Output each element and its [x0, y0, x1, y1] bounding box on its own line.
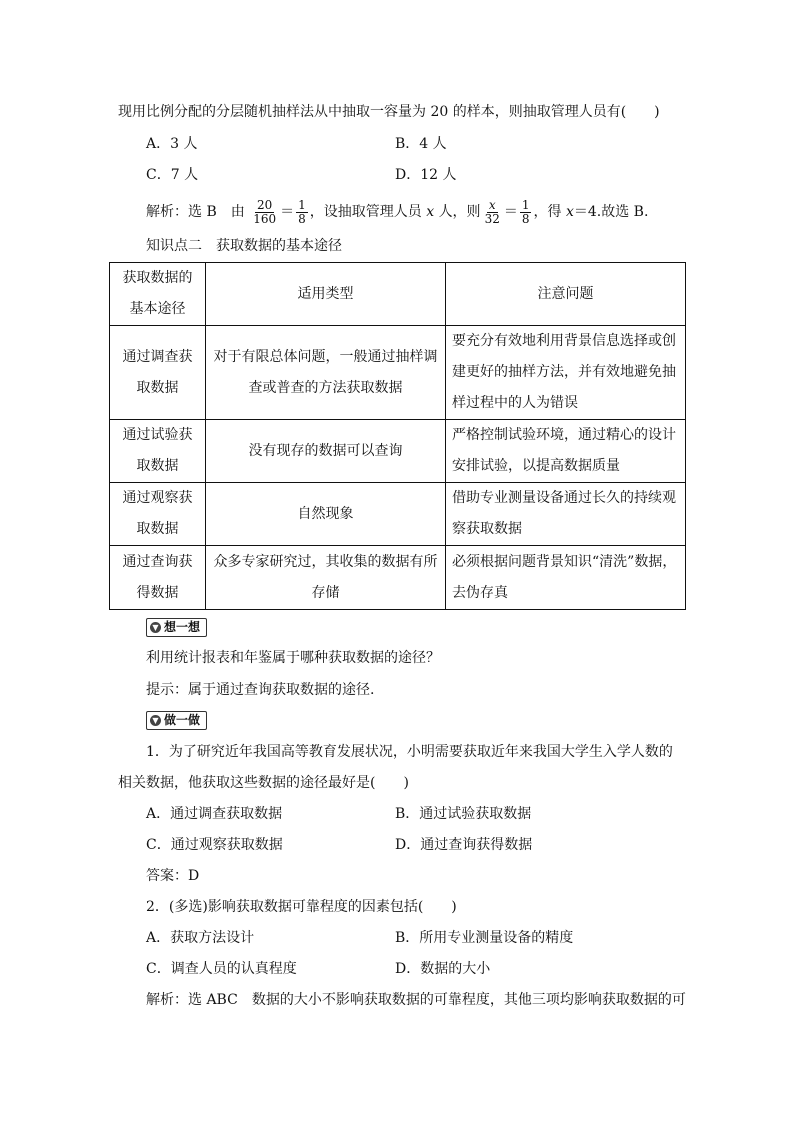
q2-option-b: B．所用专业测量设备的精度 [395, 930, 574, 946]
cell-type [206, 483, 446, 546]
cell-note [446, 420, 686, 483]
header-cell-note: 注意问题 [446, 263, 686, 326]
frac-denominator: 8 [521, 211, 530, 226]
table-row [110, 420, 686, 483]
q1-option-c: C．通过观察获取数据 [146, 837, 283, 853]
frac-numerator: x [488, 197, 496, 212]
analysis-text: ＝4.故选 B. [573, 204, 649, 220]
frac-denominator: 8 [298, 211, 306, 226]
cell-line: 察获取数据 [452, 521, 522, 537]
q2-option-c: C．调查人员的认真程度 [146, 961, 297, 977]
option-c: C．7 人 [146, 167, 199, 183]
intro-question: 现用比例分配的分层随机抽样法从中抽取一容量为 20 的样本，则抽取管理人员有( ) [118, 104, 660, 120]
frac-denominator: 160 [253, 211, 277, 226]
cell-line: 存储 [311, 584, 340, 601]
q1-line2: 相关数据，他获取这些数据的途径最好是( ) [118, 775, 409, 791]
fraction-1-8 [296, 199, 308, 226]
chevron-down-icon: ▼ [150, 715, 161, 726]
cell-line: 取数据 [136, 521, 179, 537]
chevron-down-icon: ▼ [150, 622, 161, 633]
intro-analysis [146, 198, 648, 226]
cell-type [206, 546, 446, 610]
option-b: B．4 人 [395, 136, 447, 152]
frac-numerator: 20 [257, 197, 273, 212]
q2-option-a: A．获取方法设计 [146, 930, 255, 946]
table-row [110, 326, 686, 420]
cell-line: 通过调查获 [122, 348, 193, 365]
q1-option-b: B．通过试验获取数据 [395, 806, 532, 822]
header-cell-type: 适用类型 [206, 263, 446, 326]
cell-line: 要充分有效地利用背景信息选择或创 [452, 333, 676, 349]
cell-line: 得数据 [136, 584, 179, 601]
section-title: 知识点二 获取数据的基本途径 [146, 238, 342, 254]
fraction-20-160 [251, 199, 278, 226]
q2-question: 2．(多选)影响获取数据可靠程度的因素包括( ) [146, 899, 457, 915]
frac-numerator: 1 [298, 197, 306, 212]
analysis-lead: 解析：选 B 由 [146, 204, 245, 220]
table-header-row [110, 263, 686, 326]
header-cell-way [110, 263, 206, 326]
equals-sign: ＝ [503, 204, 518, 220]
cell-note [446, 546, 686, 610]
cell-line: 建更好的抽样方法，并有效地避免抽 [452, 364, 676, 380]
equals-sign: ＝ [280, 204, 295, 220]
cell-line: 通过试验获 [122, 427, 193, 443]
cell-line: 查或普查的方法获取数据 [248, 379, 403, 396]
table-row [110, 546, 686, 610]
cell-type [206, 326, 446, 420]
cell-line: 对于有限总体问题，一般通过抽样调 [213, 348, 438, 365]
cell-line: 自然现象 [297, 505, 354, 522]
think-hint: 提示：属于通过查询获取数据的途径. [146, 682, 375, 698]
data-acquisition-table [109, 262, 686, 610]
option-a: A．3 人 [146, 136, 198, 152]
q2-analysis: 解析：选 ABC 数据的大小不影响获取数据的可靠程度，其他三项均影响获取数据的可 [146, 992, 686, 1008]
think-question: 利用统计报表和年鉴属于哪种获取数据的途径？ [146, 650, 440, 666]
cell-line: 取数据 [136, 458, 179, 474]
analysis-text: ，得 [533, 204, 562, 220]
analysis-text: 人，则 [438, 204, 481, 220]
cell-line: 取数据 [136, 379, 179, 396]
table-row [110, 483, 686, 546]
cell-line: 众多专家研究过，其收集的数据有所 [213, 553, 438, 570]
practice-tag [146, 711, 207, 730]
q1-line1: 1．为了研究近年我国高等教育发展状况，小明需要获取近年来我国大学生入学人数的 [146, 744, 673, 760]
think-tag-label: 想一想 [164, 620, 201, 634]
cell-line: 必须根据问题背景知识“清洗”数据， [452, 553, 677, 570]
cell-line: 安排试验，以提高数据质量 [452, 458, 620, 474]
cell-line: 获取数据的 [122, 270, 193, 286]
cell-line: 严格控制试验环境，通过精心的设计 [452, 427, 676, 443]
q2-option-d: D．数据的大小 [395, 961, 491, 977]
cell-line: 去伪存真 [452, 584, 508, 601]
cell-type [206, 420, 446, 483]
option-d: D．12 人 [395, 167, 457, 183]
think-tag [146, 618, 207, 637]
practice-tag-label: 做一做 [164, 713, 201, 727]
cell-way [110, 483, 206, 546]
q1-answer: 答案：D [146, 868, 200, 884]
cell-line: 通过观察获 [122, 490, 193, 506]
cell-way [110, 546, 206, 610]
cell-line: 没有现存的数据可以查询 [248, 442, 403, 459]
analysis-text: ，设抽取管理人员 [309, 204, 422, 220]
cell-line: 样过程中的人为错误 [452, 395, 578, 411]
q1-option-a: A．通过调查获取数据 [146, 806, 283, 822]
cell-note [446, 483, 686, 546]
cell-way [110, 326, 206, 420]
cell-note [446, 326, 686, 420]
cell-way [110, 420, 206, 483]
frac-denominator: 32 [484, 211, 500, 226]
frac-numerator: 1 [521, 197, 530, 212]
variable-x: x [565, 204, 574, 220]
q1-option-d: D．通过查询获得数据 [395, 837, 533, 853]
fraction-1-8 [520, 199, 532, 226]
fraction-x-32 [483, 199, 502, 226]
variable-x: x [426, 204, 435, 220]
cell-line: 借助专业测量设备通过长久的持续观 [452, 490, 676, 506]
cell-line: 通过查询获 [122, 553, 193, 570]
cell-line: 基本途径 [129, 301, 186, 317]
